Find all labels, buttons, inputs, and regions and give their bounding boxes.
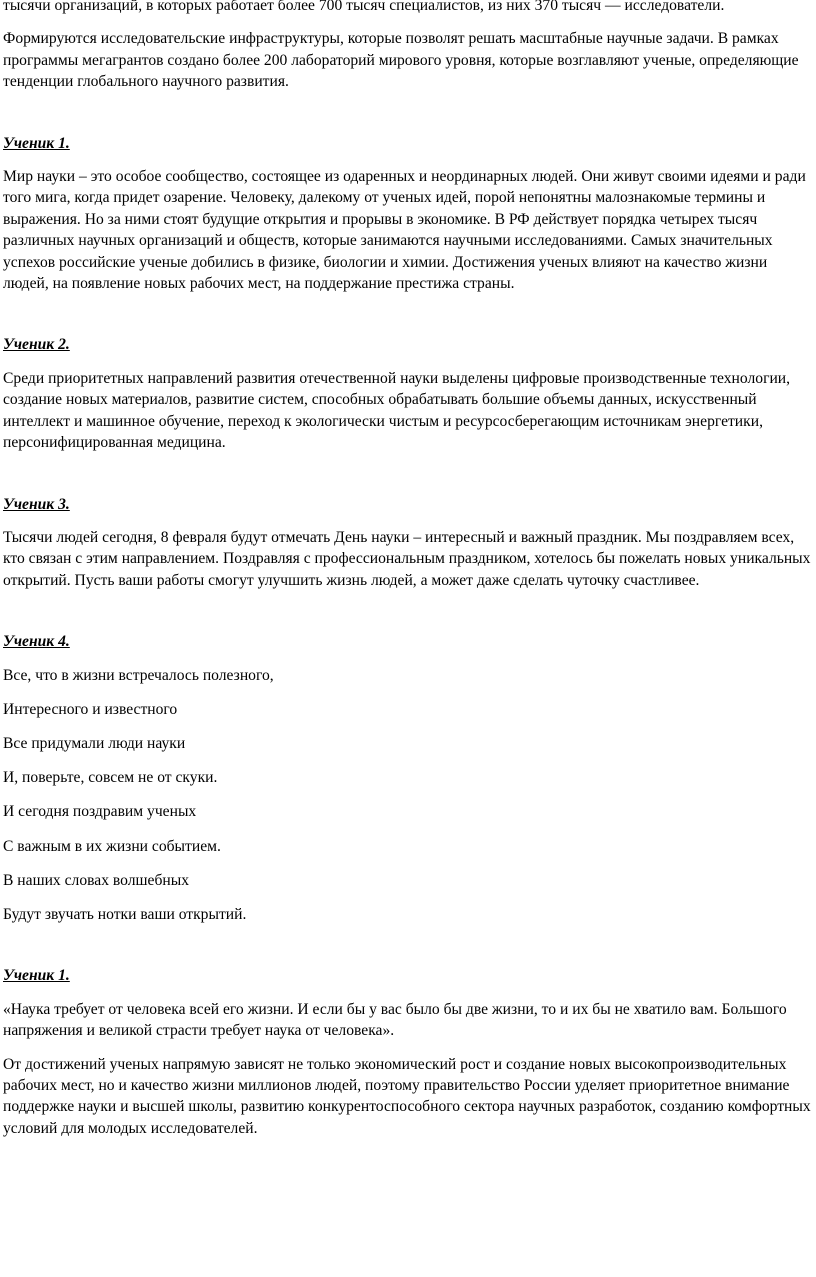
poem-line: С важным в их жизни событием. bbox=[3, 837, 221, 855]
poem-line: В наших словах волшебных bbox=[3, 871, 189, 889]
paragraph: От достижений ученых напрямую зависят не только экономический рост и создание новых высокопроизводительных рабочих мест, но и качество жизни миллионов людей, поэтому правительство России уделяет приоритетное внимание поддержке науки и высшей школы, развитию конкурентоспособного сектора научных разработок, созданию комфортных условий для молодых исследователей. bbox=[3, 1055, 811, 1137]
poem-line: Все, что в жизни встречалось полезного, bbox=[3, 666, 274, 684]
paragraph: Тысячи людей сегодня, 8 февраля будут отмечать День науки – интересный и важный праздник. Мы поздравляем всех, кто связан с этим направлением. Поздравляя с профессиональным праздником, хотелось бы пожелать новых уникальных открытий. Пусть ваши работы смогут улучшить жизнь людей, а может даже сделать чуточку счастливее. bbox=[3, 528, 811, 589]
quote-paragraph: «Наука требует от человека всей его жизни. И если бы у вас было бы две жизни, то и их бы не хватило вам. Большого напряжения и великой страсти требует наука от человека». bbox=[3, 1000, 787, 1040]
section-heading: Ученик 1. bbox=[3, 967, 70, 985]
paragraph: тысячи организаций, в которых работает более 700 тысяч специалистов, из них 370 тысяч — исследователи. bbox=[3, 0, 725, 14]
paragraph: Среди приоритетных направлений развития отечественной науки выделены цифровые производственные технологии, создание новых материалов, развитие систем, способных обрабатывать большие объемы данных, искусственный интеллект и машинное обучение, переход к экологически чистым и ресурсосберегающим источникам энергетики, персонифицированная медицина. bbox=[3, 369, 791, 452]
poem-line: Интересного и известного bbox=[3, 700, 178, 718]
section-heading: Ученик 2. bbox=[3, 336, 70, 354]
section-heading: Ученик 4. bbox=[3, 633, 70, 651]
poem-line: Все придумали люди науки bbox=[3, 734, 186, 752]
section-heading: Ученик 3. bbox=[3, 495, 70, 513]
poem-line: И сегодня поздравим ученых bbox=[3, 803, 197, 821]
poem-line: И, поверьте, совсем не от скуки. bbox=[3, 769, 218, 787]
paragraph: Мир науки – это особое сообщество, состоящее из одаренных и неординарных людей. Они живут своими идеями и ради того мига, когда придет озарение. Человеку, далекому от ученых идей, порой непонятны малознакомые термины и выражения. Но за ними стоят будущие открытия и прорывы в экономике. В РФ действует порядка четырех тысяч различных научных организаций и обществ, которые занимаются научными исследованиями. Самых значительных успехов российские ученые добились в физике, биологии и химии. Достижения ученых влияют на качество жизни людей, на появление новых рабочих мест, на поддержание престижа страны. bbox=[3, 168, 806, 293]
paragraph: Формируются исследовательские инфраструктуры, которые позволят решать масштабные научные задачи. В рамках программы мегагрантов создано более 200 лабораторий мирового уровня, которые возглавляют ученые, определяющие тенденции глобального научного развития. bbox=[3, 30, 799, 91]
poem-line: Будут звучать нотки ваши открытий. bbox=[3, 905, 247, 923]
section-heading: Ученик 1. bbox=[3, 134, 70, 152]
